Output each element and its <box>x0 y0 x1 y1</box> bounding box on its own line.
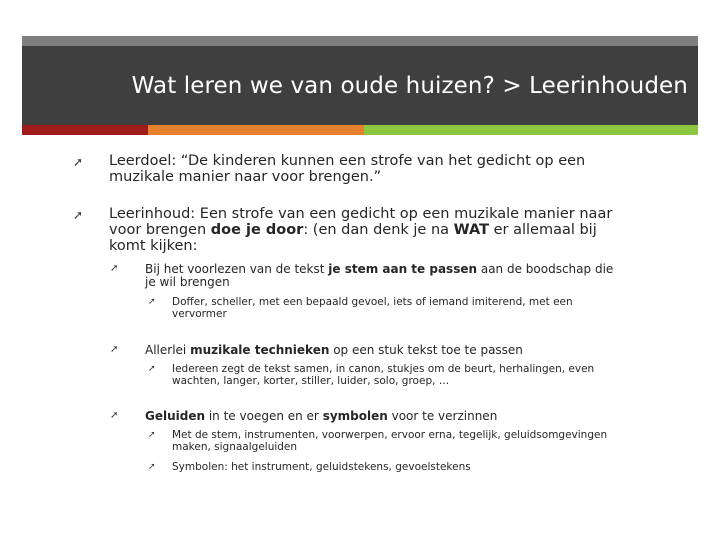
text-run: Leerinhoud: Een strofe van een gedicht op een muzikale manier naar voor brengen <box>109 206 613 238</box>
arrow-bullet-icon: ➚ <box>148 364 156 374</box>
accent-bar-red <box>22 125 148 135</box>
bullet-text <box>145 410 625 423</box>
sub-sub-bullet-symbolen <box>148 462 622 474</box>
accent-bar-orange <box>148 125 364 135</box>
slide-title: Wat leren we van oude huizen? > Leerinhouden <box>131 73 688 99</box>
sub-bullet-technieken <box>110 344 625 357</box>
text-run: aan de boodschap die je wil brengen <box>145 262 614 290</box>
text-emphasis: Geluiden <box>145 409 206 423</box>
text-run: Allerlei <box>145 343 191 357</box>
text-run: op een stuk tekst toe te passen <box>329 343 523 357</box>
text-run: Bij het voorlezen van de tekst <box>145 262 329 276</box>
bullet-text <box>145 344 625 357</box>
bullet-text: Leerdoel: “De kinderen kunnen een strofe van het gedicht op een muzikale manier naar voor brengen.” <box>109 153 586 185</box>
arrow-bullet-icon: ➚ <box>110 410 119 421</box>
bullet-text <box>109 207 629 255</box>
arrow-bullet-icon: ➚ <box>148 430 156 440</box>
sub-bullet-stem <box>110 263 625 289</box>
bullet-text: Met de stem, instrumenten, voorwerpen, ervoor erna, tegelijk, geluidsomgevingen maken, signaalgeluiden <box>172 429 608 453</box>
accent-bar-green <box>364 125 698 135</box>
arrow-bullet-icon: ➚ <box>110 263 119 274</box>
text-run: voor te verzinnen <box>387 409 498 423</box>
bullet-text: Doffer, scheller, met een bepaald gevoel, iets of iemand imiterend, met een vervormer <box>172 296 573 320</box>
bullet-text <box>145 263 625 289</box>
arrow-bullet-icon: ➚ <box>148 297 156 307</box>
arrow-bullet-icon: ➚ <box>73 155 84 169</box>
header-top-strip <box>22 36 698 46</box>
bullet-text: Symbolen: het instrument, geluidstekens, gevoelstekens <box>172 461 471 473</box>
text-emphasis: symbolen <box>322 409 388 423</box>
text-emphasis: je stem aan te passen <box>328 262 478 276</box>
bullet-leerdoel <box>73 154 629 186</box>
text-run: in te voegen en er <box>205 409 323 423</box>
sub-bullet-geluiden <box>110 410 625 423</box>
sub-sub-bullet-technieken-examples <box>148 364 622 387</box>
text-emphasis: WAT <box>453 221 489 238</box>
arrow-bullet-icon: ➚ <box>148 462 156 472</box>
arrow-bullet-icon: ➚ <box>73 208 84 222</box>
text-emphasis: muzikale technieken <box>190 343 330 357</box>
sub-sub-bullet-geluiden-examples <box>148 430 622 453</box>
slide-header <box>22 46 698 125</box>
bullet-text: Iedereen zegt de tekst samen, in canon, stukjes om de beurt, herhalingen, even wachten, langer, korter, stiller, luider, solo, groep, … <box>172 363 595 387</box>
text-run: : (en dan denk je na <box>303 221 454 238</box>
arrow-bullet-icon: ➚ <box>110 344 119 355</box>
sub-sub-bullet-stem-examples <box>148 297 622 320</box>
text-emphasis: doe je door <box>210 221 304 238</box>
bullet-leerinhoud <box>73 207 629 255</box>
text-run: er allemaal bij komt kijken: <box>109 221 597 254</box>
